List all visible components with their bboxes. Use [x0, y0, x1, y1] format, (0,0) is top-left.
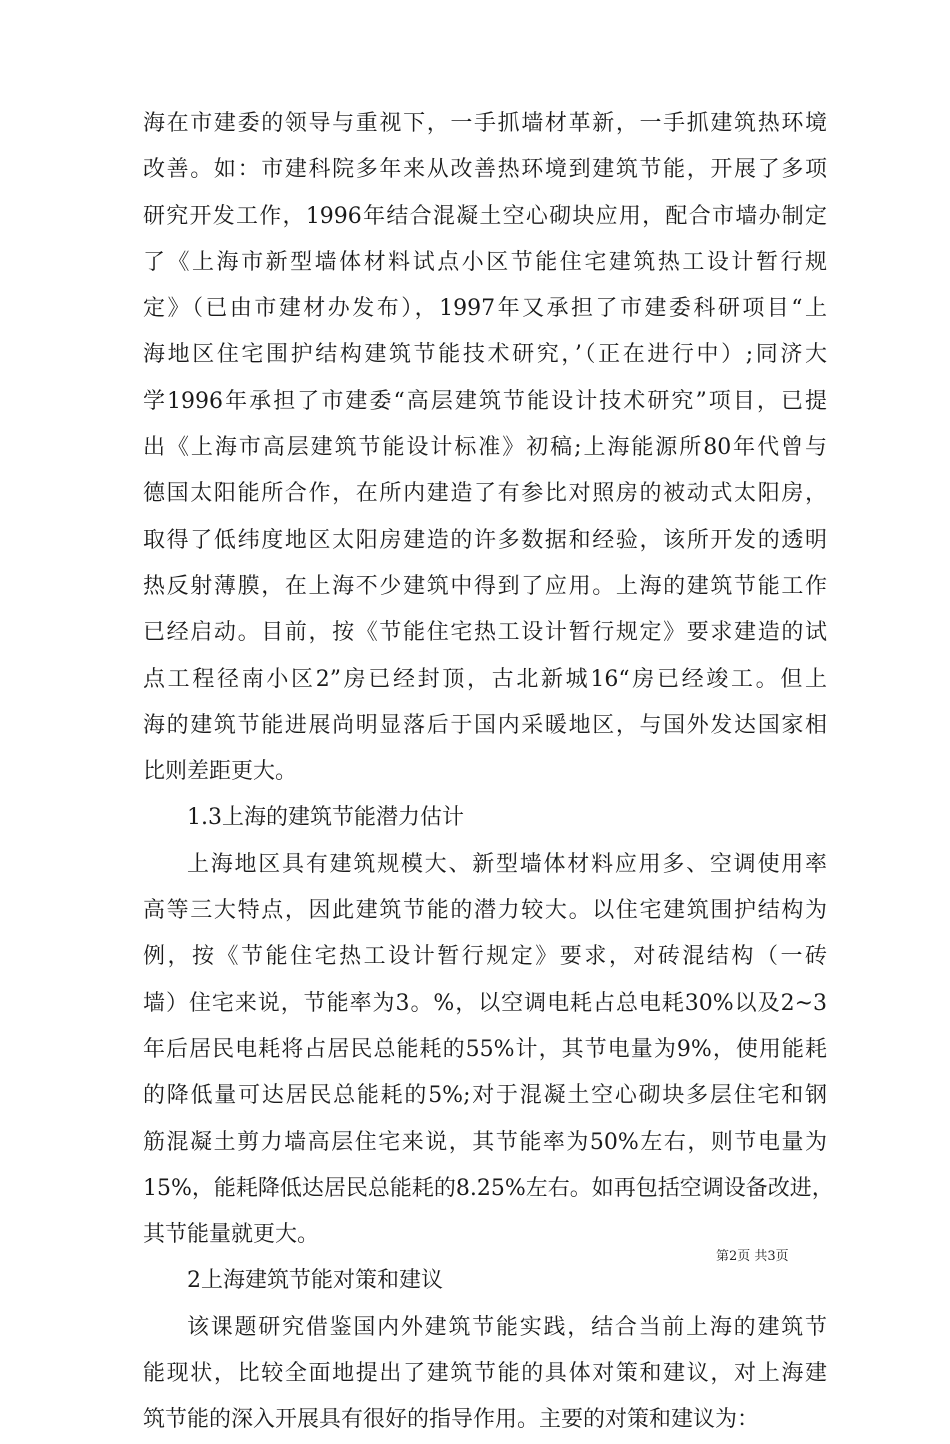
text-line: 15%，能耗降低达居民总能耗的8.25%左右。如再包括空调设备改进，: [143, 1175, 834, 1201]
paragraph-2: [143, 842, 834, 1259]
text-line: 热反射薄膜，在上海不少建筑中得到了应用。上海的建筑节能工作: [143, 573, 827, 599]
document-body: [143, 101, 834, 1444]
text-line: 的降低量可达居民总能耗的5%;对于混凝土空心砌块多层住宅和钢: [143, 1083, 827, 1109]
text-line: 出《上海市高层建筑节能设计标准》初稿;上海能源所80年代曾与: [143, 435, 827, 461]
text-line: 研究开发工作，1996年结合混凝土空心砌块应用，配合市墙办制定: [143, 203, 827, 229]
text-line: 了《上海市新型墙体材料试点小区节能住宅建筑热工设计暂行规: [143, 249, 827, 275]
text-line: 高等三大特点，因此建筑节能的潜力较大。以住宅建筑围护结构为: [143, 898, 827, 924]
text-line: 墙）住宅来说，节能率为3。%，以空调电耗占总电耗30%以及2~3: [143, 990, 827, 1016]
text-line: 年后居民电耗将占居民总能耗的55%计，其节电量为9%，使用能耗: [143, 1036, 827, 1062]
text-line: 海地区住宅围护结构建筑节能技术研究，’（正在进行中）;同济大: [143, 342, 827, 368]
section-heading-2: 2上海建筑节能对策和建议: [187, 1268, 443, 1294]
text-line: 筋混凝土剪力墙高层住宅来说，其节能率为50%左右，则节电量为: [143, 1129, 827, 1155]
page-number-footer: 第2页 共3页: [716, 1249, 789, 1264]
text-line: 上海地区具有建筑规模大、新型墙体材料应用多、空调使用率: [187, 851, 827, 877]
text-line: 该课题研究借鉴国内外建筑节能实践，结合当前上海的建筑节: [187, 1314, 827, 1340]
paragraph-3: [143, 1305, 827, 1444]
text-line: 其节能量就更大。: [143, 1222, 320, 1248]
text-line: 已经启动。目前，按《节能住宅热工设计暂行规定》要求建造的试: [143, 620, 827, 646]
text-line: 学1996年承担了市建委“高层建筑节能设计技术研究”项目，已提: [143, 388, 827, 414]
text-line: 海在市建委的领导与重视下，一手抓墙材革新，一手抓建筑热环境: [143, 111, 827, 136]
text-line: 改善。如：市建科院多年来从改善热环境到建筑节能，开展了多项: [143, 157, 827, 183]
text-line: 能现状，比较全面地提出了建筑节能的具体对策和建议，对上海建: [143, 1361, 827, 1387]
text-line: 筑节能的深入开展具有很好的指导作用。主要的对策和建议为：: [143, 1407, 760, 1433]
paragraph-1: [143, 101, 827, 795]
text-line: 例，按《节能住宅热工设计暂行规定》要求，对砖混结构（一砖: [143, 944, 827, 970]
text-line: 德国太阳能所合作，在所内建造了有参比对照房的被动式太阳房，: [143, 481, 827, 507]
text-line: 海的建筑节能进展尚明显落后于国内采暖地区，与国外发达国家相: [143, 712, 827, 738]
text-line: 定》（已由市建材办发布），1997年又承担了市建委科研项目“上: [143, 296, 827, 322]
text-line: 点工程径南小区2”房已经封顶，古北新城16“房已经竣工。但上: [143, 666, 827, 692]
section-heading-1-3: 1.3上海的建筑节能潜力估计: [187, 805, 464, 831]
text-line: 比则差距更大。: [143, 759, 298, 785]
text-line: 取得了低纬度地区太阳房建造的许多数据和经验，该所开发的透明: [143, 527, 827, 553]
